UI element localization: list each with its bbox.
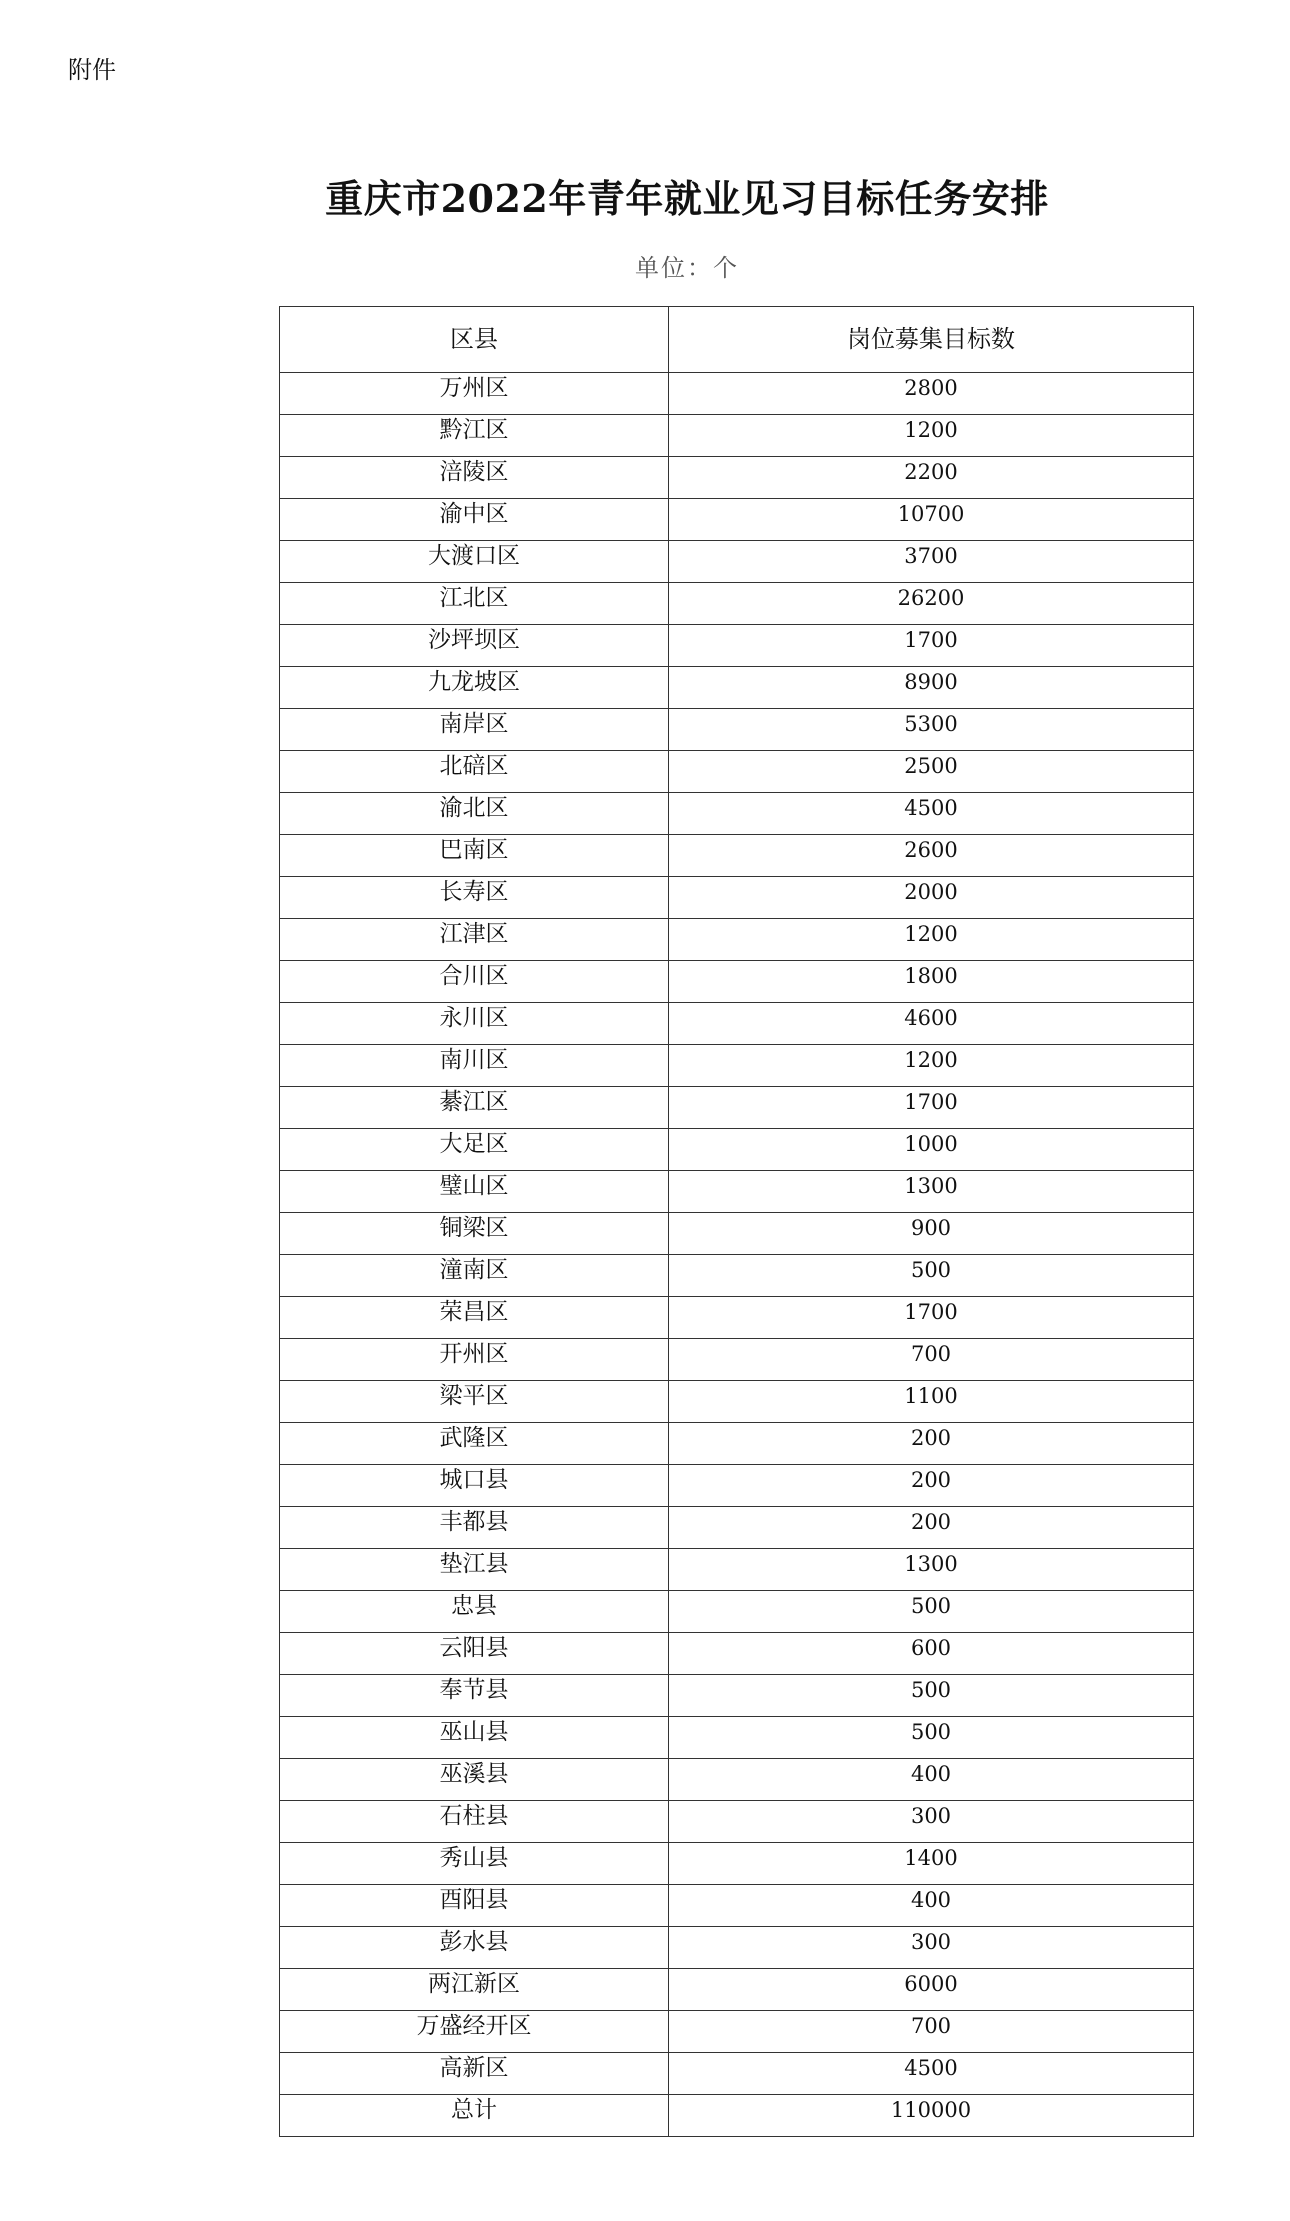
target-count-cell: 500: [669, 1717, 1194, 1759]
target-count-cell: 2500: [669, 751, 1194, 793]
target-count-cell: 1700: [669, 625, 1194, 667]
table-row: [280, 1969, 1194, 2011]
target-table: [279, 306, 1194, 2137]
table-row: [280, 1339, 1194, 1381]
district-cell: 梁平区: [280, 1381, 669, 1423]
table-row: [280, 2053, 1194, 2095]
district-cell: 荣昌区: [280, 1297, 669, 1339]
table-row: [280, 1843, 1194, 1885]
target-count-cell: 2800: [669, 373, 1194, 415]
district-cell: 綦江区: [280, 1087, 669, 1129]
column-header-target: 岗位募集目标数: [669, 307, 1194, 373]
target-count-cell: 300: [669, 1801, 1194, 1843]
target-count-cell: 900: [669, 1213, 1194, 1255]
table-row: [280, 1759, 1194, 1801]
target-count-cell: 1200: [669, 1045, 1194, 1087]
table-row: [280, 1087, 1194, 1129]
table-row: [280, 877, 1194, 919]
target-count-cell: 5300: [669, 709, 1194, 751]
district-cell: 大渡口区: [280, 541, 669, 583]
column-header-district: 区县: [280, 307, 669, 373]
district-cell: 城口县: [280, 1465, 669, 1507]
district-cell: 彭水县: [280, 1927, 669, 1969]
table-row: [280, 457, 1194, 499]
target-count-cell: 4600: [669, 1003, 1194, 1045]
table-row: [280, 2011, 1194, 2053]
target-count-cell: 500: [669, 1675, 1194, 1717]
district-cell: 总计: [280, 2095, 669, 2137]
table-row: [280, 1297, 1194, 1339]
attachment-label: 附件: [68, 56, 116, 84]
target-count-cell: 200: [669, 1423, 1194, 1465]
table-row: [280, 1549, 1194, 1591]
target-count-cell: 1200: [669, 919, 1194, 961]
district-cell: 高新区: [280, 2053, 669, 2095]
district-cell: 大足区: [280, 1129, 669, 1171]
target-count-cell: 8900: [669, 667, 1194, 709]
target-count-cell: 4500: [669, 793, 1194, 835]
table-row: [280, 415, 1194, 457]
target-count-cell: 4500: [669, 2053, 1194, 2095]
target-count-cell: 1400: [669, 1843, 1194, 1885]
district-cell: 涪陵区: [280, 457, 669, 499]
target-count-cell: 400: [669, 1885, 1194, 1927]
target-count-cell: 1700: [669, 1297, 1194, 1339]
district-cell: 永川区: [280, 1003, 669, 1045]
table-row: [280, 1507, 1194, 1549]
target-count-cell: 2600: [669, 835, 1194, 877]
district-cell: 酉阳县: [280, 1885, 669, 1927]
table-row: [280, 1465, 1194, 1507]
table-row: [280, 1423, 1194, 1465]
target-count-cell: 1800: [669, 961, 1194, 1003]
document-title: 重庆市2022年青年就业见习目标任务安排: [325, 176, 1049, 221]
table-row: [280, 583, 1194, 625]
target-count-cell: 3700: [669, 541, 1194, 583]
table-row: [280, 1045, 1194, 1087]
table-row: [280, 1255, 1194, 1297]
table-row: [280, 1381, 1194, 1423]
table-row: [280, 751, 1194, 793]
table-row: [280, 499, 1194, 541]
target-count-cell: 300: [669, 1927, 1194, 1969]
table-row: [280, 625, 1194, 667]
target-count-cell: 500: [669, 1255, 1194, 1297]
table-row: [280, 835, 1194, 877]
district-cell: 奉节县: [280, 1675, 669, 1717]
table-row: [280, 1003, 1194, 1045]
target-count-cell: 1700: [669, 1087, 1194, 1129]
district-cell: 巫山县: [280, 1717, 669, 1759]
district-cell: 万州区: [280, 373, 669, 415]
target-count-cell: 700: [669, 1339, 1194, 1381]
target-count-cell: 1300: [669, 1549, 1194, 1591]
table-row: [280, 1801, 1194, 1843]
target-count-cell: 200: [669, 1507, 1194, 1549]
table-row: [280, 1129, 1194, 1171]
district-cell: 长寿区: [280, 877, 669, 919]
district-cell: 垫江县: [280, 1549, 669, 1591]
table-row: [280, 541, 1194, 583]
district-cell: 巴南区: [280, 835, 669, 877]
district-cell: 璧山区: [280, 1171, 669, 1213]
target-count-cell: 1100: [669, 1381, 1194, 1423]
table-row: [280, 667, 1194, 709]
target-count-cell: 2000: [669, 877, 1194, 919]
target-count-cell: 1000: [669, 1129, 1194, 1171]
table-row: [280, 1213, 1194, 1255]
district-cell: 渝北区: [280, 793, 669, 835]
table-row: [280, 793, 1194, 835]
district-cell: 沙坪坝区: [280, 625, 669, 667]
target-count-cell: 700: [669, 2011, 1194, 2053]
target-count-cell: 110000: [669, 2095, 1194, 2137]
district-cell: 忠县: [280, 1591, 669, 1633]
district-cell: 石柱县: [280, 1801, 669, 1843]
table-header-row: [280, 307, 1194, 373]
target-count-cell: 1300: [669, 1171, 1194, 1213]
target-count-cell: 500: [669, 1591, 1194, 1633]
unit-note: 单位：个: [635, 254, 739, 282]
district-cell: 潼南区: [280, 1255, 669, 1297]
table-row: [280, 1171, 1194, 1213]
district-cell: 南川区: [280, 1045, 669, 1087]
district-cell: 两江新区: [280, 1969, 669, 2011]
target-count-cell: 400: [669, 1759, 1194, 1801]
table-row: [280, 2095, 1194, 2137]
district-cell: 秀山县: [280, 1843, 669, 1885]
table-row: [280, 1885, 1194, 1927]
table-body: [280, 373, 1194, 2137]
target-count-cell: 600: [669, 1633, 1194, 1675]
district-cell: 江北区: [280, 583, 669, 625]
table-row: [280, 1675, 1194, 1717]
district-cell: 武隆区: [280, 1423, 669, 1465]
district-cell: 黔江区: [280, 415, 669, 457]
table-row: [280, 1591, 1194, 1633]
table-row: [280, 1717, 1194, 1759]
district-cell: 丰都县: [280, 1507, 669, 1549]
target-count-cell: 2200: [669, 457, 1194, 499]
district-cell: 九龙坡区: [280, 667, 669, 709]
district-cell: 渝中区: [280, 499, 669, 541]
target-count-cell: 6000: [669, 1969, 1194, 2011]
district-cell: 合川区: [280, 961, 669, 1003]
target-count-cell: 26200: [669, 583, 1194, 625]
table-row: [280, 961, 1194, 1003]
district-cell: 开州区: [280, 1339, 669, 1381]
target-count-cell: 10700: [669, 499, 1194, 541]
table-row: [280, 1633, 1194, 1675]
table-row: [280, 373, 1194, 415]
district-cell: 北碚区: [280, 751, 669, 793]
district-cell: 南岸区: [280, 709, 669, 751]
table-row: [280, 919, 1194, 961]
district-cell: 巫溪县: [280, 1759, 669, 1801]
district-cell: 铜梁区: [280, 1213, 669, 1255]
table-row: [280, 1927, 1194, 1969]
district-cell: 云阳县: [280, 1633, 669, 1675]
district-cell: 江津区: [280, 919, 669, 961]
table-row: [280, 709, 1194, 751]
target-count-cell: 200: [669, 1465, 1194, 1507]
district-cell: 万盛经开区: [280, 2011, 669, 2053]
target-count-cell: 1200: [669, 415, 1194, 457]
